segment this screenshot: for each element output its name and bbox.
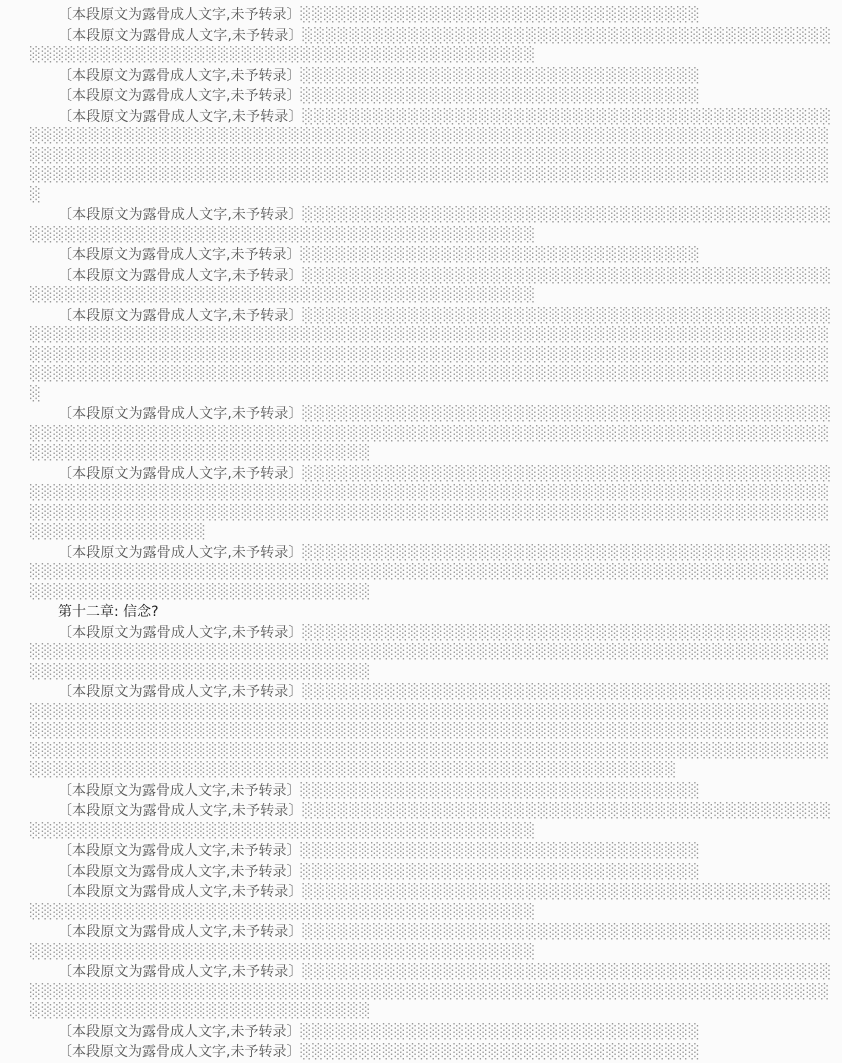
- redaction-notice: 〔本段原文为露骨成人文字,未予转录〕: [58, 624, 303, 641]
- redacted-text-fill: ░░░░░░░░░░░░░░░░░░░░░░░░░░░░░░░░░░░░░░░░░░░░░░░░░░░░░░░░░░░░░░░░░░░░░░░░░░░░░░░░░░░░░░░░░░░░░░░░░░░░░░░░░░░░░░░░░░░░░░░░░░░░░░░░░░░░░░░░░░░░░░░░░░░░░░░░░░░░░░░░░░░░░░░░░░░░░░░░░░░░░░░░░░░░░░░░░░░░: [30, 465, 832, 540]
- paragraph: [30, 108, 832, 206]
- chapter-heading: 第十二章: 信念?: [58, 604, 159, 620]
- paragraph: [30, 842, 832, 862]
- paragraph: [30, 544, 832, 603]
- paragraph: [30, 802, 832, 841]
- redacted-text-fill: ░░░░░░░░░░░░░░░░░░░░░░░░░░░░░░░░░░░░░░░░░░░░░░░░░░░░░░░░░░░░░░░░░░░░░░░░░░░░░░░░░░░░░░░░░░░░░░░░░░░░░░░░░░░░░░░░░░░░░░░░░░░░░░░░░░░░░░░░░░░░░░░░░░░░░░░░░░░░░░░░░░░░░░░░░░░░░░░░░░░░░░░░░░░░░░░░░░░░░░░░░░░░░░░░░░░░░░░░░░░░░░░░░░░░░░░░░░░░░░░░░░░░░░░░░░: [30, 307, 832, 402]
- paragraph: [30, 963, 832, 1022]
- redaction-notice: 〔本段原文为露骨成人文字,未予转录〕: [58, 884, 303, 900]
- redacted-text-fill: ░░░░░░░░░░░░░░░░░░░░░░░░░░░░░░░░░░░░░░░░░░░░░░░░░░░░░░░░░░░░░░░░░░░░░░░░░░░░░░░░░░░░░░░░░░░░░░░░░░░░░░░░░░░░░░░░░░░░░░░░░░░░░░░░░░░░░░░░░░░░░░: [30, 406, 832, 461]
- redaction-notice: 〔本段原文为露骨成人文字,未予转录〕: [58, 406, 303, 422]
- redacted-text-fill: ░░░░░░░░░░░░░░░░░░░░░░░░░░░░░░░░░░░░░░░░░░░░░░░░░░░░░░░░░░░░░░░░░░░░░░░░░░░░░░░░░░░░░░░░░░░░░░░░░░░░░░░░░░░░░░░░░░░░░░░░░░░░░░░░░░░░░░░░░░░░░░: [30, 624, 832, 680]
- redacted-text-fill: ░░░░░░░░░░░░░░░░░░░░░░░░░░░░░░░░░░░░░░░░░░░░░░░░░░░░░░░░░░░░░░░░░░░░░░░░░░░░░░░░░░░░░░░░░░░░░░░░░░░░░░░░░░░░░░░░░░░░░░░░░░░░░░░░░░░░░░░░░░░░░░░░░░░░░░░░░░░░░░░░░░░░░░░░░░░░░░░░░░░░░░░░░░░░░░░░░░░░░░░░░░░░░░░░░░░░░░░░░░░░░░░░░░░░░░░░░░░░░░░░░░░░░░░░░░: [30, 108, 832, 203]
- redaction-notice: 〔本段原文为露骨成人文字,未予转录〕: [58, 1044, 301, 1060]
- redacted-text-fill: ░░░░░░░░░░░░░░░░░░░░░░░░░░░░░░░░░░: [300, 88, 701, 104]
- redaction-notice: 〔本段原文为露骨成人文字,未予转录〕: [58, 964, 303, 980]
- redaction-notice: 〔本段原文为露骨成人文字,未予转录〕: [58, 207, 303, 223]
- redaction-notice: 〔本段原文为露骨成人文字,未予转录〕: [58, 7, 301, 23]
- paragraph: [30, 27, 832, 66]
- redaction-notice: 〔本段原文为露骨成人文字,未予转录〕: [58, 684, 303, 700]
- paragraph: [30, 683, 832, 781]
- redaction-notice: 〔本段原文为露骨成人文字,未予转录〕: [58, 544, 303, 561]
- redacted-text-fill: ░░░░░░░░░░░░░░░░░░░░░░░░░░░░░░░░░░░░░░░░░░░░░░░░░░░░░░░░░░░░░░░░░░░░░░░░░░░░░░░░░░░░░░░░: [30, 207, 832, 243]
- redacted-text-fill: ░░░░░░░░░░░░░░░░░░░░░░░░░░░░░░░░░░░░░░░░░░░░░░░░░░░░░░░░░░░░░░░░░░░░░░░░░░░░░░░░░░░░░░░░: [30, 924, 832, 960]
- paragraph: [30, 465, 832, 543]
- redacted-text-fill: ░░░░░░░░░░░░░░░░░░░░░░░░░░░░░░░░░░: [300, 782, 701, 799]
- redaction-notice: 〔本段原文为露骨成人文字,未予转录〕: [58, 803, 303, 819]
- redacted-text-fill: ░░░░░░░░░░░░░░░░░░░░░░░░░░░░░░░░░░░░░░░░░░░░░░░░░░░░░░░░░░░░░░░░░░░░░░░░░░░░░░░░░░░░░░░░░░░░░░░░░░░░░░░░░░░░░░░░░░░░░░░░░░░░░░░░░░░░░░░░░░░░░░: [30, 544, 832, 600]
- redaction-notice: 〔本段原文为露骨成人文字,未予转录〕: [58, 247, 301, 263]
- redaction-notice: 〔本段原文为露骨成人文字,未予转录〕: [58, 863, 301, 880]
- redacted-text-fill: ░░░░░░░░░░░░░░░░░░░░░░░░░░░░░░░░░░: [300, 7, 701, 23]
- paragraph: [30, 883, 832, 922]
- paragraph: [30, 923, 832, 962]
- paragraph: [30, 405, 832, 464]
- paragraph: [30, 1023, 832, 1043]
- redacted-text-fill: ░░░░░░░░░░░░░░░░░░░░░░░░░░░░░░░░░░░░░░░░░░░░░░░░░░░░░░░░░░░░░░░░░░░░░░░░░░░░░░░░░░░░░░░░░░░░░░░░░░░░░░░░░░░░░░░░░░░░░░░░░░░░░░░░░░░░░░░░░░░░░░░░░░░░░░░░░░░░░░░░░░░░░░░░░░░░░░░░░░░░░░░░░░░░░░░░░░░░░░░░░░░░░░░░░░░░░░░░░░░░░░░░░░░░░░░░░░░░░░░░░░░░░░░░░░░░░░░░░░░░░░░░░░░░░░░░░░░░░░░░░░░░░░░░░░░░░░░░░░░░░░░░: [30, 684, 832, 778]
- paragraph: [30, 267, 832, 306]
- paragraph: [30, 67, 832, 87]
- paragraph: [30, 6, 832, 26]
- redacted-text-fill: ░░░░░░░░░░░░░░░░░░░░░░░░░░░░░░░░░░: [300, 67, 701, 84]
- paragraph: [30, 87, 832, 107]
- redacted-text-fill: ░░░░░░░░░░░░░░░░░░░░░░░░░░░░░░░░░░: [300, 1044, 701, 1060]
- paragraph: [30, 782, 832, 802]
- redaction-notice: 〔本段原文为露骨成人文字,未予转录〕: [58, 27, 303, 44]
- redaction-notice: 〔本段原文为露骨成人文字,未予转录〕: [58, 843, 301, 859]
- redacted-text-fill: ░░░░░░░░░░░░░░░░░░░░░░░░░░░░░░░░░░░░░░░░░░░░░░░░░░░░░░░░░░░░░░░░░░░░░░░░░░░░░░░░░░░░░░░░: [30, 27, 832, 63]
- paragraph: [30, 1043, 832, 1063]
- paragraph: [30, 863, 832, 883]
- paragraph: [30, 624, 832, 683]
- redaction-notice: 〔本段原文为露骨成人文字,未予转录〕: [58, 67, 301, 84]
- redaction-notice: 〔本段原文为露骨成人文字,未予转录〕: [58, 924, 303, 940]
- redaction-notice: 〔本段原文为露骨成人文字,未予转录〕: [58, 307, 303, 324]
- paragraph: [30, 246, 832, 266]
- redacted-text-fill: ░░░░░░░░░░░░░░░░░░░░░░░░░░░░░░░░░░░░░░░░░░░░░░░░░░░░░░░░░░░░░░░░░░░░░░░░░░░░░░░░░░░░░░░░░░░░░░░░░░░░░░░░░░░░░░░░░░░░░░░░░░░░░░░░░░░░░░░░░░░░░░: [30, 964, 832, 1019]
- redacted-text-fill: ░░░░░░░░░░░░░░░░░░░░░░░░░░░░░░░░░░: [300, 863, 701, 880]
- redaction-notice: 〔本段原文为露骨成人文字,未予转录〕: [58, 1023, 301, 1040]
- redacted-text-fill: ░░░░░░░░░░░░░░░░░░░░░░░░░░░░░░░░░░░░░░░░░░░░░░░░░░░░░░░░░░░░░░░░░░░░░░░░░░░░░░░░░░░░░░░░: [30, 884, 832, 920]
- redaction-notice: 〔本段原文为露骨成人文字,未予转录〕: [58, 782, 301, 799]
- paragraph: [30, 206, 832, 245]
- paragraph: [30, 307, 832, 405]
- redaction-notice: 〔本段原文为露骨成人文字,未予转录〕: [58, 465, 303, 482]
- redacted-text-fill: ░░░░░░░░░░░░░░░░░░░░░░░░░░░░░░░░░░░░░░░░░░░░░░░░░░░░░░░░░░░░░░░░░░░░░░░░░░░░░░░░░░░░░░░░: [30, 267, 832, 303]
- redacted-text-fill: ░░░░░░░░░░░░░░░░░░░░░░░░░░░░░░░░░░: [300, 843, 701, 859]
- redaction-notice: 〔本段原文为露骨成人文字,未予转录〕: [58, 108, 303, 125]
- redaction-notice: 〔本段原文为露骨成人文字,未予转录〕: [58, 267, 303, 284]
- redacted-text-fill: ░░░░░░░░░░░░░░░░░░░░░░░░░░░░░░░░░░: [300, 247, 701, 263]
- redacted-text-fill: ░░░░░░░░░░░░░░░░░░░░░░░░░░░░░░░░░░░░░░░░░░░░░░░░░░░░░░░░░░░░░░░░░░░░░░░░░░░░░░░░░░░░░░░░: [30, 803, 832, 839]
- redacted-text-fill: ░░░░░░░░░░░░░░░░░░░░░░░░░░░░░░░░░░: [300, 1023, 701, 1040]
- redaction-notice: 〔本段原文为露骨成人文字,未予转录〕: [58, 88, 301, 104]
